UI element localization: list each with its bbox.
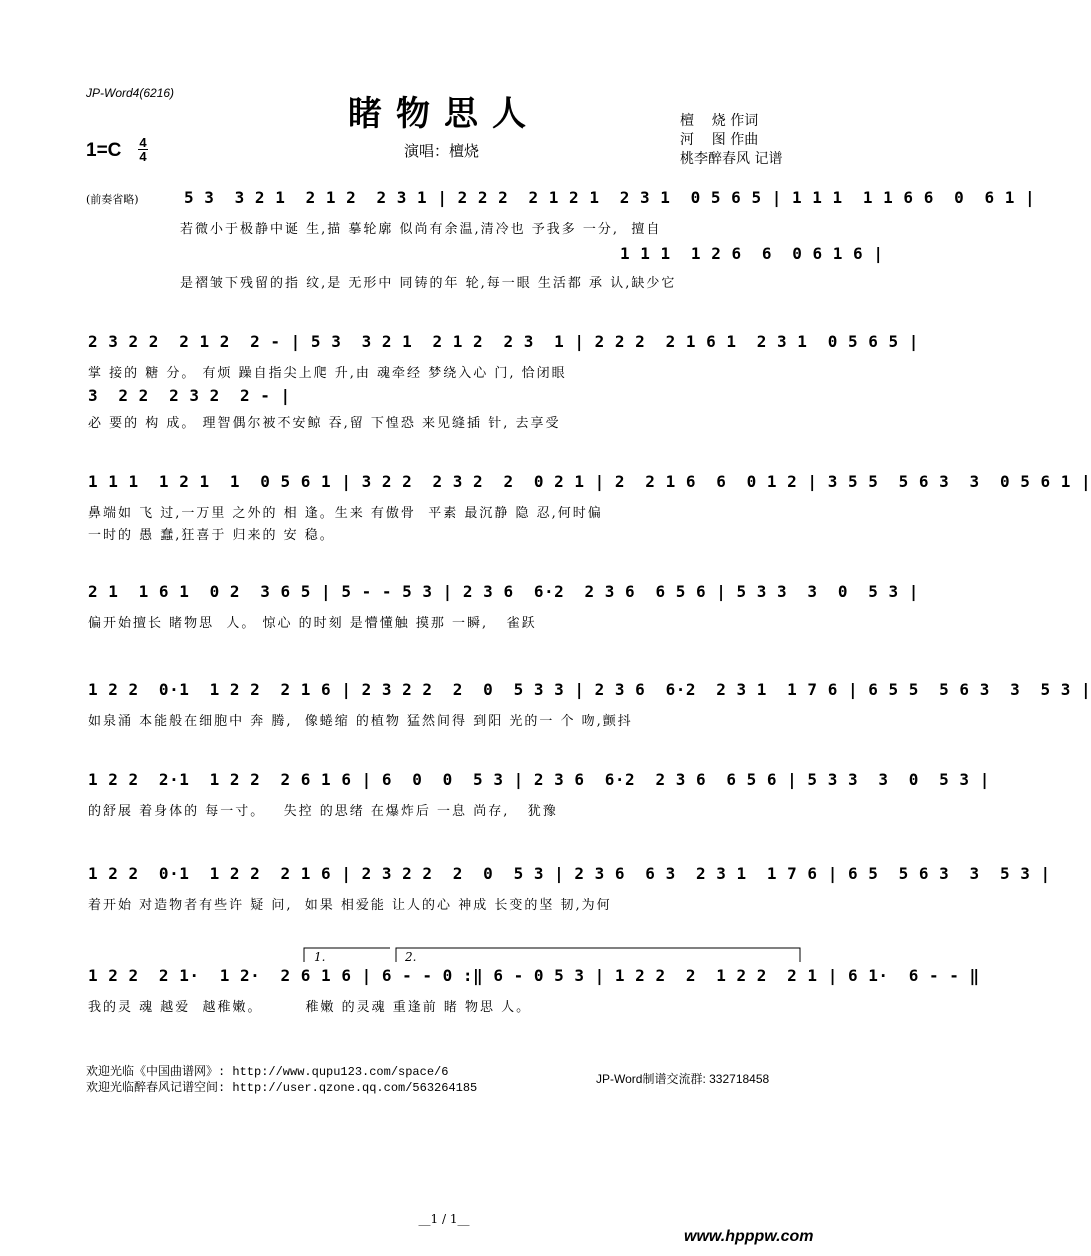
singer-credit: 演唱：檀烧	[404, 142, 480, 160]
lyric-line-3b: 一时的 愚 蠢,狂喜于 归来的 安 稳。	[88, 528, 335, 543]
lyric-line-6: 的舒展 着身体的 每一寸。 失控 的思绪 在爆炸后 一息 尚存, 犹豫	[88, 804, 558, 819]
prelude-note: (前奏省略)	[86, 193, 139, 206]
page-number: __1 / 1__	[418, 1212, 470, 1226]
score-line-1: 5 3 3 2 1 2 1 2 2 3 1 | 2 2 2 2 1 2 1 2 3 1 0 5 6 5 | 1 1 1 1 1 6 6 0 6 1 |	[184, 188, 1036, 207]
meter-top: 4	[139, 135, 147, 150]
lyric-line-1b: 是褶皱下残留的指 纹,是 无形中 同铸的年 轮,每一眼 生活都 承 认,缺少它	[180, 276, 677, 291]
song-title: 睹物思人	[348, 94, 540, 134]
footer-link-1[interactable]: 欢迎光临《中国曲谱网》: http://www.qupu123.com/space/6	[86, 1065, 449, 1079]
lyric-line-2b: 必 要的 构 成。 理智偶尔被不安鲸 吞,留 下惶恐 来见缝插 针, 去享受	[88, 416, 561, 431]
score-line-6: 1 2 2 2·1 1 2 2 2 6 1 6 | 6 0 0 5 3 | 2 3 6 6·2 2 3 6 6 5 6 | 5 3 3 3 0 5 3 |	[88, 770, 990, 789]
watermark: www.hpppw.com	[684, 1228, 814, 1245]
score-line-4: 2 1 1 6 1 0 2 3 6 5 | 5 - - 5 3 | 2 3 6 6·2 2 3 6 6 5 6 | 5 3 3 3 0 5 3 |	[88, 582, 919, 601]
volta-1-bracket	[304, 948, 390, 962]
volta-2-label: 2.	[405, 950, 417, 964]
score-line-8: 1 2 2 2 1· 1 2· 2 6 1 6 | 6 - - 0 :‖ 6 - 0 5 3 | 1 2 2 2 1 2 2 2 1 | 6 1· 6 - - ‖	[88, 966, 980, 985]
source-label: JP-Word4(6216)	[86, 86, 175, 100]
score-line-2-alt: 3 2 2 2 3 2 2 - |	[88, 386, 291, 405]
composer-credit: 河 图 作曲	[680, 132, 759, 148]
footer-link-2[interactable]: 欢迎光临醉春风记谱空间: http://user.qzone.qq.com/563264185	[86, 1081, 478, 1095]
group-info: JP-Word制谱交流群: 332718458	[596, 1072, 770, 1086]
key-signature: 1=C	[86, 140, 122, 161]
score-line-5: 1 2 2 0·1 1 2 2 2 1 6 | 2 3 2 2 2 0 5 3 3 | 2 3 6 6·2 2 3 1 1 7 6 | 6 5 5 5 6 3 3 5 3 |	[88, 680, 1091, 699]
volta-2-bracket	[396, 948, 800, 962]
lyricist-credit: 檀 烧 作词	[680, 113, 759, 129]
lyric-line-7: 着开始 对造物者有些许 疑 问, 如果 相爱能 让人的心 神成 长变的坚 韧,为何	[88, 898, 612, 913]
lyric-line-8: 我的灵 魂 越爱 越稚嫩。 稚嫩 的灵魂 重逢前 睹 物思 人。	[88, 1000, 532, 1015]
score-line-7: 1 2 2 0·1 1 2 2 2 1 6 | 2 3 2 2 2 0 5 3 | 2 3 6 6 3 2 3 1 1 7 6 | 6 5 5 6 3 3 5 3 |	[88, 864, 1051, 883]
score-line-2: 2 3 2 2 2 1 2 2 - | 5 3 3 2 1 2 1 2 2 3 1 | 2 2 2 2 1 6 1 2 3 1 0 5 6 5 |	[88, 332, 919, 351]
lyric-line-5: 如泉涌 本能般在细胞中 奔 腾, 像蜷缩 的植物 猛然间得 到阳 光的一 个 吻,颤抖	[88, 714, 633, 729]
lyric-line-1a: 若微小于极静中诞 生,描 摹轮廓 似尚有余温,清冷也 予我多 一分, 擅自	[180, 222, 662, 237]
score-line-1-alt: 1 1 1 1 2 6 6 0 6 1 6 |	[620, 244, 884, 263]
lyric-line-2a: 掌 接的 糖 分。 有烦 躁自指尖上爬 升,由 魂牵经 梦绕入心 门, 恰闭眼	[88, 366, 567, 381]
transcriber-credit: 桃李醉春风 记谱	[680, 151, 783, 167]
meter-bottom: 4	[139, 149, 147, 164]
volta-1-label: 1.	[314, 950, 326, 964]
score-line-3: 1 1 1 1 2 1 1 0 5 6 1 | 3 2 2 2 3 2 2 0 2 1 | 2 2 1 6 6 0 1 2 | 3 5 5 5 6 3 3 0 5 6 1 |	[88, 472, 1091, 491]
lyric-line-4: 偏开始擅长 睹物思 人。 惊心 的时刻 是懵懂触 摸那 一瞬, 雀跃	[88, 616, 537, 631]
lyric-line-3a: 鼻端如 飞 过,一万里 之外的 相 逢。生来 有傲骨 平素 最沉静 隐 忍,何时偏	[88, 506, 603, 521]
